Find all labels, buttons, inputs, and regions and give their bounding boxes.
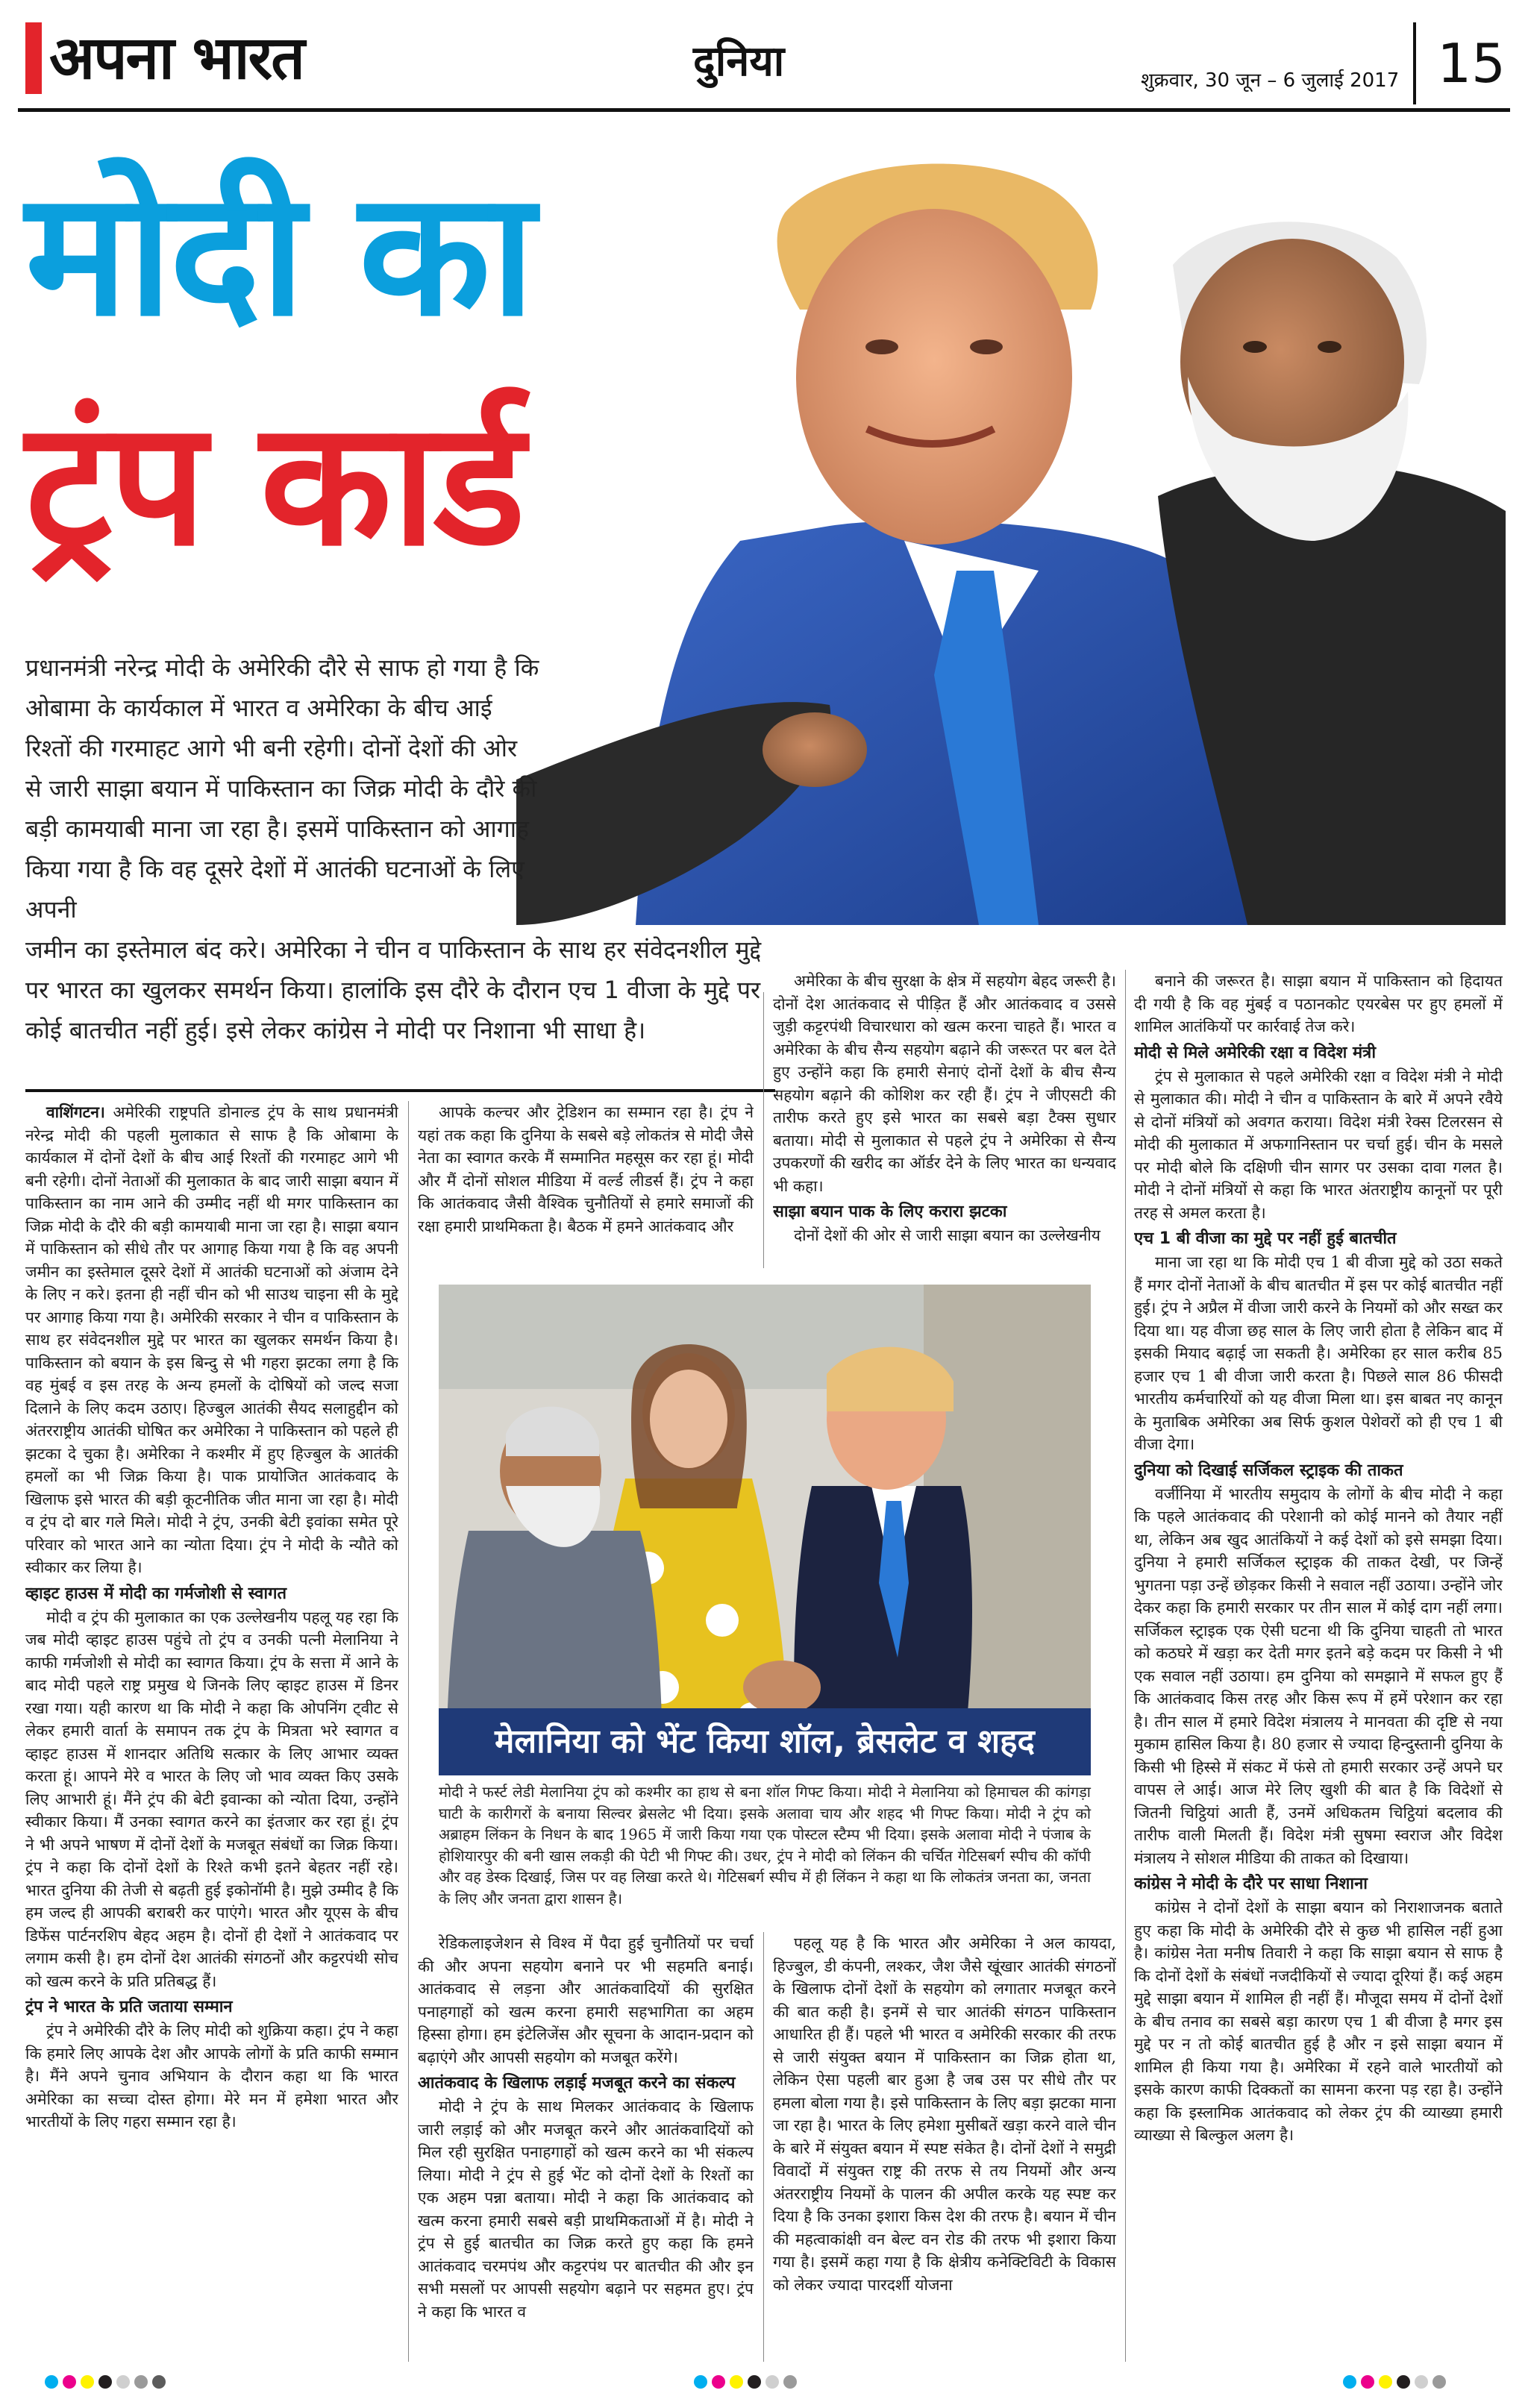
cyan-dot <box>45 2375 58 2389</box>
magenta-dot <box>712 2375 725 2389</box>
article-column-2-top <box>418 1101 754 1265</box>
article-column-4 <box>1134 970 1503 2362</box>
article-column-1 <box>25 1101 398 2362</box>
black-dot <box>1397 2375 1410 2389</box>
subhead-defence-ministers: मोदी से मिले अमेरिकी रक्षा व विदेश मंत्री <box>1134 1043 1377 1062</box>
column-1-paragraph-3: ट्रंप ने अमेरिकी दौरे के लिए मोदी को शुक्रिया कहा। ट्रंप ने कहा कि हमारे लिए आपके देश और आपके लोगों के प्रति काफी सम्मान है। मैंने अपने चुनाव अभियान के दौरान कहा था कि भारत अमेरिका का सच्चा दोस्त होगा। मेरे मन में हमेशा भारत और भारतीयों के लिए गहरा सम्मान रहा है। <box>25 2022 398 2130</box>
black-dot <box>748 2375 761 2389</box>
intro-paragraph-part-2: जमीन का इस्तेमाल बंद करे। अमेरिका ने चीन व पाकिस्तान के साथ हर संवेदनशील मुद्दे पर भारत का खुलकर समर्थन किया। हालांकि इस दौरे के दौरान एच 1 वीजा के मुद्दे पर कोई बातचीत नहीं हुई। इसे लेकर कांग्रेस ने मोदी पर निशाना भी साधा है। <box>25 935 762 1044</box>
grey-dot <box>1415 2375 1428 2389</box>
grey-dot <box>116 2375 130 2389</box>
yellow-dot <box>81 2375 94 2389</box>
subhead-joint-statement: साझा बयान पाक के लिए करारा झटका <box>773 1203 1007 1221</box>
article-column-2-bottom <box>418 1932 754 2362</box>
headline-line-1: मोदी का <box>25 155 533 354</box>
cyan-dot <box>1343 2375 1356 2389</box>
column-1-paragraph-1 <box>25 1101 398 1579</box>
brand-name: अपना भारत <box>49 23 304 93</box>
column-2-bottom-paragraph-2: मोदी ने ट्रंप के साथ मिलकर आतंकवाद के खिलाफ जारी लड़ाई को और मजबूत करने और आतंकवादियों को मिल रही सुरक्षित पनाहगाहों को खत्म करने का भी संकल्प लिया। मोदी ने ट्रंप से हुई भेंट को दोनों देशों के रिश्तों का एक अहम पन्ना बताया। मोदी ने कहा कि आतंकवाद को खत्म करना हमारी सबसे बड़ी प्राथमिकताओं में है। मोदी ने ट्रंप से हुई बातचीत का जिक्र करते हुए कहा कि हमने आतंकवाद चरमपंथ और कट्टरपंथ पर बातचीत की और इन सभी मसलों पर आपसी सहयोग बढ़ाने पर सहमत हुए। ट्रंप ने कहा कि भारत व <box>418 2098 754 2321</box>
black-dot <box>98 2375 112 2389</box>
grey-dot <box>134 2375 148 2389</box>
subhead-white-house-welcome: व्हाइट हाउस में मोदी का गर्मजोशी से स्वागत <box>25 1584 287 1603</box>
column-3-bottom-paragraph: पहलू यह है कि भारत और अमेरिका ने अल कायदा, हिज्बुल, डी कंपनी, लश्कर, जैश जैसे खूंखार आतंकी संगठनों के खिलाफ दोनों देशों के सहयोग को लगातार मजबूत करने की बात कही है। इनमें से चार आतंकी संगठन पाकिस्तान आधारित ही हैं। पहले भी भारत व अमेरिकी सरकार की तरफ से जारी संयुक्त बयान में पाकिस्तान का जिक्र होता था, लेकिन ऐसा पहली बार हुआ है जब उस पर सीधे तौर पर हमला बोला गया है। इसे पाकिस्तान के लिए बड़ा झटका माना जा रहा है। भारत के लिए हमेशा मुसीबतें खड़ा करने वाले चीन के बारे में संयुक्त बयान में स्पष्ट संकेत है। दोनों देशों ने समुद्री विवादों में संयुक्त राष्ट्र की तरफ से तय नियमों और अन्य अंतरराष्ट्रीय नियमों के पालन की अपील करके यह स्पष्ट कर दिया है कि उनका इशारा किस देश की तरफ है। बयान में चीन की महत्वाकांक्षी वन बेल्ट वन रोड की तरफ भी इशारा किया गया है। इसमें कहा गया है कि क्षेत्रीय कनेक्टिविटी के विकास को लेकर ज्यादा पारदर्शी योजना <box>773 1934 1116 2294</box>
article-column-3-bottom <box>773 1932 1116 2362</box>
inset-photo-illustration <box>439 1285 1091 1775</box>
hero-photo-hug <box>516 123 1506 925</box>
cyan-dot <box>694 2375 707 2389</box>
column-4-paragraph-2: ट्रंप से मुलाकात से पहले अमेरिकी रक्षा व विदेश मंत्री ने मोदी से मुलाकात की। मोदी ने चीन व पाकिस्तान के बारे में अपने रवैये से दोनों मंत्रियों को अवगत कराया। विदेश मंत्री रेक्स टिलरसन से मोदी की मुलाकात में अफगानिस्तान पर चर्चा हुई। चीन के मसले पर मोदी बोले कि दक्षिणी चीन सागर पर उसका दावा गलत है। मोदी ने दोनों मंत्रियों से कहा कि भारत अंतराष्ट्रीय कानूनों पर पूरी तरह से अमल करता है। <box>1134 1067 1503 1222</box>
page-number: 15 <box>1413 22 1510 104</box>
subhead-surgical-strike: दुनिया को दिखाई सर्जिकल स्ट्राइक की ताकत <box>1134 1461 1403 1480</box>
subhead-trump-respect: ट्रंप ने भारत के प्रति जताया सम्मान <box>25 1998 233 2016</box>
grey-dot <box>152 2375 166 2389</box>
subhead-h1b-visa: एच 1 बी वीजा का मुद्दे पर नहीं हुई बातचीत <box>1134 1229 1397 1248</box>
intro-divider <box>25 1089 775 1092</box>
column-divider <box>1125 970 1126 2362</box>
column-2-bottom-paragraph-1: रेडिकलाइजेशन से विश्व में पैदा हुई चुनौतियों पर चर्चा की और अपना सहयोग बनाने पर भी सहमति बनाई। आतंकवाद से लड़ना और आतंकवादियों की सुरक्षित पनाहगाहों को खत्म करना हमारी सहभागिता का अहम हिस्सा होगा। हम इंटेलिजेंस और सूचना के आदान-प्रदान को बढ़ाएंगे और आपसी सहयोग को मजबूत करेंगे। <box>418 1934 754 2066</box>
column-2-top-paragraph: आपके कल्चर और ट्रेडिशन का सम्मान रहा है। ट्रंप ने यहां तक कहा कि दुनिया के सबसे बड़े लोकतंत्र से मोदी जैसे नेता का स्वागत करके मैं सम्मानित महसूस कर रहा हूं। मोदी और मैं दोनों सोशल मीडिया में वर्ल्ड लीडर्स हैं। ट्रंप ने कहा कि आतंकवाद जैसी वैश्विक चुनौतियों से हमारे समाजों की रक्षा हमारी प्राथमिकता है। बैठक में हमने आतंकवाद और <box>418 1103 754 1235</box>
registration-dots-left <box>45 2375 166 2389</box>
column-4-paragraph-3: माना जा रहा था कि मोदी एच 1 बी वीजा मुद्दे को उठा सकते हैं मगर दोनों नेताओं के बीच बातचीत में इस पर कोई बातचीत नहीं हुई। ट्रंप ने अप्रैल में वीजा जारी करने के नियमों को और सख्त कर दिया था। यह वीजा छह साल के लिए जारी होता है लेकिन बाद में इसकी मियाद बढ़ाई जा सकती है। अमेरिका हर साल करीब 85 हजार एच 1 बी वीजा जारी करता है। पिछले साल 86 फीसदी भारतीय कर्मचारियों को यह वीजा मिला था। इस बाबत नए कानून के मुताबिक अमेरिका अब सिर्फ कुशल पेशेवरों को ही एच 1 बी वीजा देगा। <box>1134 1253 1503 1453</box>
grey-dot <box>1432 2375 1446 2389</box>
grey-dot <box>783 2375 797 2389</box>
intro-paragraph-part-1: प्रधानमंत्री नरेन्द्र मोदी के अमेरिकी दौरे से साफ हो गया है कि ओबामा के कार्यकाल में भारत व अमेरिका के बीच आई रिश्तों की गरमाहट आगे भी बनी रहेगी। दोनों देशों की ओर से जारी साझा बयान में पाकिस्तान का जिक्र मोदी के दौरे की बड़ी कामयाबी माना जा रहा है। इसमें पाकिस्तान को आगाह किया गया है कि वह दूसरे देशों में आतंकी घटनाओं के लिए अपनी <box>25 653 539 924</box>
subhead-fight-terror: आतंकवाद के खिलाफ लड़ाई मजबूत करने का संकल्प <box>418 2074 736 2092</box>
article-column-3-top <box>773 970 1116 1268</box>
registration-dots-right <box>1343 2375 1446 2389</box>
hero-photo-illustration <box>516 123 1506 925</box>
print-registration-footer <box>0 2369 1528 2399</box>
column-1-paragraph-1-text: अमेरिकी राष्ट्रपति डोनाल्ड ट्रंप के साथ प्रधानमंत्री नरेन्द्र मोदी की पहली मुलाकात से साफ है कि ओबामा के कार्यकाल में दोनों देशों के बीच आई रिश्तों की गरमाहट आगे भी बनी रहेगी। दोनों नेताओं की मुलाकात के बाद जारी साझा बयान में पाकिस्तान का नाम आने की उम्मीद नहीं थी मगर पाकिस्तान का जिक्र मोदी के दौरे की बड़ी कामयाबी माना जा रहा है। साझा बयान में पाकिस्तान को सीधे तौर पर आगाह किया गया है कि वह अपनी जमीन का इस्तेमाल दूसरे देशों में आतंकी घटनाओं को अंजाम देने के लिए न करे। इतना ही नहीं चीन को भी साउथ चाइना सी के मुद्दे पर आगाह किया गया है। अमेरिकी सरकार ने चीन व पाकिस्तान के साथ हर संवेदनशील मुद्दे पर भारत का खुलकर समर्थन किया है। पाकिस्तान को बयान के इस बिन्दु से भी गहरा झटका लगा है कि वह मुंबई व इस तरह के अन्य हमलों के दोषियों को जल्द सजा दिलाने के लिए कदम उठाए। हिज्बुल आतंकी सैयद सलाहुद्दीन को अंतरराष्ट्रीय आतंकी घोषित कर अमेरिका ने पाकिस्तान को पहले ही झटका दे चुका है। अमेरिका ने कश्मीर में हुए हिज्बुल के आतंकी हमलों का भी जिक्र किया है। पाक प्रायोजित आतंकवाद के खिलाफ इसे भारत की बड़ी कूटनीतिक जीत माना जा रहा है। मोदी व ट्रंप दो बार गले मिले। मोदी ने ट्रंप, उनकी बेटी इवांका समेत पूरे परिवार को भारत आने का न्योता दिया। ट्रंप ने मोदी के न्यौते को स्वीकार कर लिया है। <box>25 1103 398 1576</box>
column-3-top-paragraph-1: अमेरिका के बीच सुरक्षा के क्षेत्र में सहयोग बेहद जरूरी है। दोनों देश आतंकवाद से पीड़ित हैं और आतंकवाद व उससे जुड़ी कट्टरपंथी विचारधारा को खत्म करना चाहते हैं। भारत व अमेरिका के बीच सैन्य सहयोग बढ़ाने की जरूरत पर बल देते हुए उन्होंने कहा कि हमारी सेनाएं दोनों देशों के बीच सैन्य सहयोग बढ़ाने की कोशिश कर रही हैं। ट्रंप ने जीएसटी की तारीफ करते हुए इसे भारत का सबसे बड़ा टैक्स सुधार बताया। मोदी से मुलाकात से पहले ट्रंप ने अमेरिका से सैन्य उपकरणों की खरीद का ऑर्डर देने के लिए भारत का धन्यवाद भी कहा। <box>773 972 1116 1195</box>
magenta-dot <box>63 2375 76 2389</box>
yellow-dot <box>1379 2375 1392 2389</box>
masthead <box>18 22 1510 112</box>
headline-line-2: ट्रंप कार्ड <box>25 385 522 584</box>
column-3-top-paragraph-2: दोनों देशों की ओर से जारी साझा बयान का उल्लेखनीय <box>794 1226 1100 1244</box>
registration-dots-center <box>694 2375 797 2389</box>
column-divider <box>408 1101 409 2362</box>
brand-red-bar <box>25 22 42 94</box>
column-divider <box>763 1932 764 2362</box>
dateline: वाशिंगटन। <box>46 1103 105 1121</box>
yellow-dot <box>730 2375 743 2389</box>
brand-logo <box>25 22 304 94</box>
issue-date: शुक्रवार, 30 जून – 6 जुलाई 2017 <box>1141 69 1400 92</box>
subhead-congress-criticism: कांग्रेस ने मोदी के दौरे पर साधा निशाना <box>1134 1875 1368 1893</box>
column-4-paragraph-5: कांग्रेस ने दोनों देशों के साझा बयान को निराशाजनक बताते हुए कहा कि मोदी के अमेरिकी दौरे से कुछ भी हासिल नहीं हुआ है। कांग्रेस नेता मनीष तिवारी ने कहा कि साझा बयान से साफ है कि दोनों देशों के संबंधों नजदीकियों से ज्यादा दूरियां हैं। कई अहम मुद्दे साझा बयान में शामिल ही नहीं हैं। मौजूदा समय में दोनों देशों के बीच तनाव का सबसे बड़ा कारण एच 1 बी वीजा है मगर इस मुद्दे पर न तो कोई बातचीत हुई है और न इसे साझा बयान में शामिल ही किया गया है। अमेरिका में रहने वाले भारतीयों को इसके कारण काफी दिक्कतों का सामना करना पड़ रहा है। उन्होंने कहा कि इस्लामिक आतंकवाद को लेकर ट्रंप की व्याख्या हमारी व्याख्या से बिल्कुल अलग है। <box>1134 1899 1503 2144</box>
photo-caption-title: मेलानिया को भेंट किया शॉल, ब्रेसलेट व शहद <box>439 1708 1091 1775</box>
section-name: दुनिया <box>693 37 785 86</box>
photo-caption-text: मोदी ने फर्स्ट लेडी मेलानिया ट्रंप को कश्मीर का हाथ से बना शॉल गिफ्ट किया। मोदी ने मेलानिया को हिमाचल की कांगड़ा घाटी के कारीगरों के बनाया सिल्वर ब्रेसलेट भी दिया। इसके अलावा चाय और शहद भी गिफ्ट किया। मोदी ने ट्रंप को अब्राहम लिंकन के निधन के बाद 1965 में जारी किया गया एक पोस्टल स्टैम्प भी दिया। इसके अलावा मोदी ने पंजाब के होशियारपुर की बनी खास लकड़ी की पेटी भी गिफ्ट की। उधर, ट्रंप ने मोदी को लिंकन की चर्चित गेटिसबर्ग स्पीच की कॉपी और वह डेस्क दिखाई, जिस पर वह लिखा करते थे। गेटिसबर्ग स्पीच में ही लिंकन ने कहा था कि लोकतंत्र जनता का, जनता के लिए और जनता द्वारा शासन है। <box>439 1783 1091 1907</box>
inset-photo-meeting <box>439 1285 1091 1775</box>
column-4-paragraph-4: वर्जीनिया में भारतीय समुदाय के लोगों के बीच मोदी ने कहा कि पहले आतंकवाद की परेशानी को कोई मानने को तैयार नहीं था, लेकिन अब खुद आतंकियों ने कई देशों को इसे समझा दिया। दुनिया ने हमारी सर्जिकल स्ट्राइक की ताकत देखी, पर जिन्हें भुगतना पड़ा उन्हें छोड़कर किसी ने सवाल नहीं उठाया। उन्होंने जोर देकर कहा कि हमारी सरकार पर तीन साल में कोई दाग नहीं लगा। सर्जिकल स्ट्राइक एक ऐसी घटना थी कि दुनिया चाहती तो भारत को कठघरे में खड़ा कर देती मगर इतने बड़े कदम पर किसी ने भी एक सवाल नहीं उठाया। हम दुनिया को समझाने में सफल हुए हैं कि आतंकवाद किस तरह और किस रूप में हमें परेशान कर रहा है। तीन साल में हमारे विदेश मंत्रालय ने मानवता की दृष्टि से नया मुकाम हासिल किया है। 80 हजार से ज्यादा हिन्दुस्तानी दुनिया के किसी भी हिस्से में संकट में फंसे तो हमारी सरकार उन्हें अपने घर वापस ले आई। आज मेरे लिए खुशी की बात है कि विदेशों से जितनी चिट्ठियां आती हैं, उनमें अधिकतम चिट्ठियां बदलाव की तारीफ वाली मिलती हैं। विदेश मंत्री सुषमा स्वराज और विदेश मंत्रालय ने सोशल मीडिया की ताकत को दिखाया। <box>1134 1484 1503 1867</box>
column-1-paragraph-2: मोदी व ट्रंप की मुलाकात का एक उल्लेखनीय पहलू यह रहा कि जब मोदी व्हाइट हाउस पहुंचे तो ट्रंप व उनकी पत्नी मेलानिया ने काफी गर्मजोशी से मोदी का स्वागत किया। ट्रंप के सत्ता में आने के बाद मोदी पहले राष्ट्र प्रमुख थे जिनके लिए व्हाइट हाउस में डिनर रखा गया। यही कारण था कि मोदी ने कहा कि ओपनिंग ट्वीट से लेकर हमारी वार्ता के समापन तक ट्रंप के मित्रता भरे स्वागत व व्हाइट हाउस में शानदार अतिथि सत्कार के लिए आभार व्यक्त करता हूं। आपने मेरे व भारत के लिए जो भाव व्यक्त किए उसके लिए आभारी हूं। मैंने ट्रंप की बेटी इवान्का को न्योता दिया, उन्होंने स्वीकार किया। मैं उनका स्वागत करने का इंतजार कर रहा हूं। ट्रंप ने भी अपने भाषण में दोनों देशों के मजबूत संबंधों का जिक्र किया। ट्रंप ने कहा कि दोनों देशों के रिश्ते कभी इतने बेहतर नहीं रहे। भारत दुनिया की तेजी से बढ़ती हुई इकोनॉमी है। मुझे उम्मीद है कि हम जल्द ही आपकी बराबरी कर पाएंगे। भारत और यूएस के बीच डिफेंस पार्टनरशिप बेहद अहम है। दोनों ही देशों ने आतंकवाद पर लगाम कसी है। हम दोनों देश आतंकी संगठनों और कट्टरपंथी सोच को खत्म करने के प्रति प्रतिबद्ध हैं। <box>25 1608 398 1990</box>
column-divider <box>763 992 764 1268</box>
grey-dot <box>765 2375 779 2389</box>
column-4-paragraph-1: बनाने की जरूरत है। साझा बयान में पाकिस्तान को हिदायत दी गयी है कि वह मुंबई व पठानकोट एयरबेस पर हुए हमलों में शामिल आतंकियों पर कार्रवाई तेज करे। <box>1134 972 1503 1035</box>
magenta-dot <box>1361 2375 1374 2389</box>
